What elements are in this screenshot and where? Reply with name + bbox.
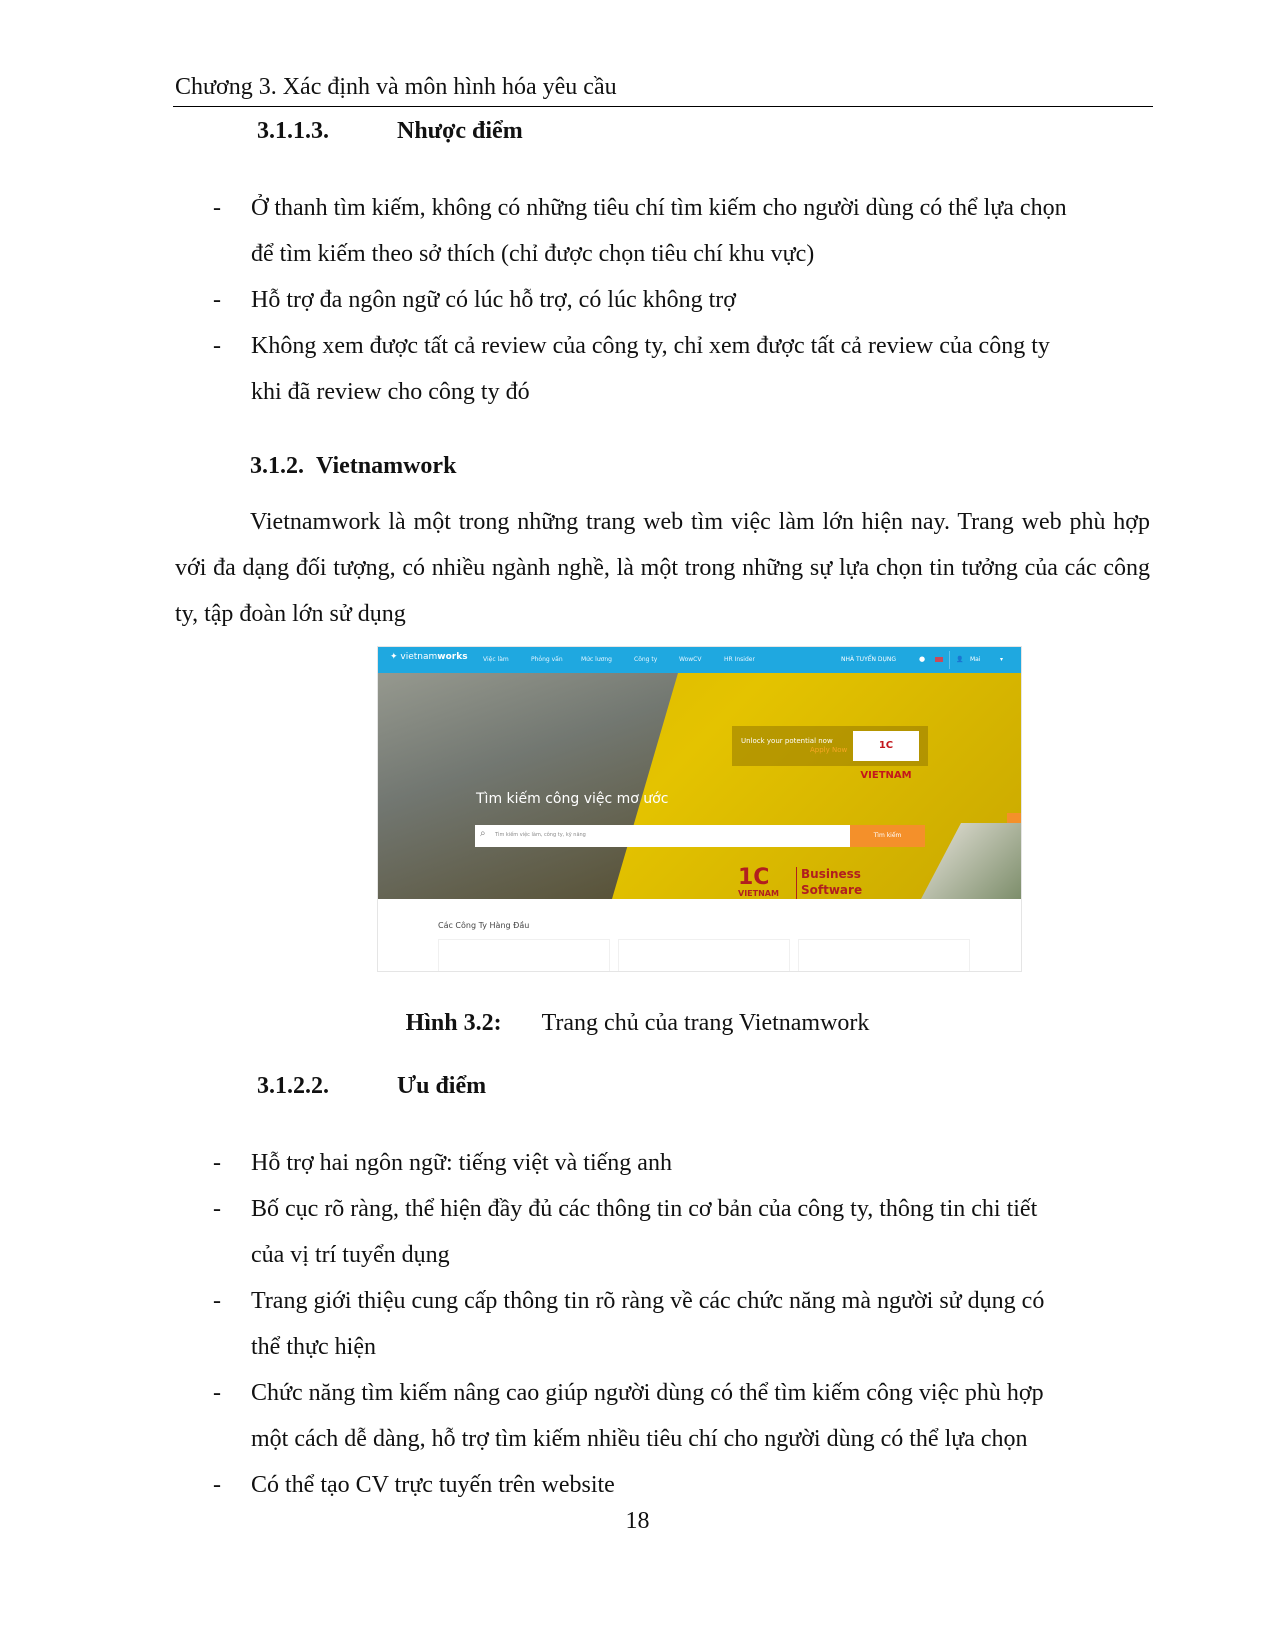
heading-number: 3.1.2. [250,453,304,479]
user-name: Mai [970,656,981,663]
nav-item[interactable]: Việc làm [483,656,509,663]
figure-caption [0,1010,1275,1037]
nav-item[interactable]: HR Insider [724,656,755,663]
heading-312 [250,453,456,480]
nav-item[interactable]: WowCV [679,656,702,663]
hero-photo [378,673,678,899]
heading-title: Vietnamwork [316,453,457,479]
recruiter-link[interactable]: NHÀ TUYỂN DỤNG [841,656,897,663]
section-title: Các Công Ty Hàng Đầu [438,921,530,930]
body-paragraph: Vietnamwork là một trong những trang web tìm việc làm lớn hiện nay. Trang web phù hợp với đa dạng đối tượng, có nhiều ngành nghề, là một trong những sự lựa chọn tin tưởng của các công ty, tập đoàn lớn sử dụng [175,509,1150,627]
heading-title: Nhược điểm [397,118,523,144]
search-icon: ⌕ [480,828,486,839]
figure-label: Hình 3.2: [405,1010,502,1036]
header-rule [173,106,1153,107]
user-icon: 👤 [956,656,964,663]
search-button[interactable]: Tìm kiếm [850,825,925,847]
running-header: Chương 3. Xác định và môn hình hóa yêu cầu [175,74,617,100]
site-logo[interactable]: ✦ vietnamworks [390,652,468,662]
heading-3122 [257,1073,486,1100]
banner-photo [921,823,1021,899]
promo-logo: 1C VIETNAM [853,731,919,761]
search-input[interactable]: ⌕ Tìm kiếm việc làm, công ty, kỹ năng [475,825,925,847]
site-navbar [378,647,1021,673]
chevron-down-icon: ▾ [1000,656,1004,663]
company-card[interactable] [798,939,970,972]
hero-banner: Unlock your potential now Apply Now 1C VIETNAM Tìm kiếm công việc mơ ước ⌕ Tìm kiếm việc làm, công ty, kỹ năng Tìm kiếm 1C VIETNAM Business Software [378,673,1021,899]
user-menu[interactable] [949,651,1012,669]
nav-item[interactable]: Mức lương [581,656,612,663]
nav-item[interactable]: Phỏng vấn [531,656,563,663]
page-number: 18 [625,1508,650,1534]
heading-number: 3.1.1.3. [257,118,329,144]
figure-caption-text: Trang chủ của trang Vietnamwork [541,1010,870,1036]
figure-screenshot [377,646,1022,972]
nav-item[interactable]: Công ty [634,656,658,663]
company-card[interactable] [438,939,610,972]
top-companies-section [378,899,1021,971]
heading-title: Ưu điểm [397,1073,487,1099]
promo-box[interactable]: Unlock your potential now Apply Now 1C VIETNAM [732,726,928,766]
hero-headline: Tìm kiếm công việc mơ ước [476,791,669,807]
bell-icon[interactable]: ● [919,655,926,663]
us-flag-icon[interactable] [935,657,943,662]
company-card[interactable] [618,939,790,972]
heading-number: 3.1.2.2. [257,1073,329,1099]
heading-3113 [257,118,523,145]
